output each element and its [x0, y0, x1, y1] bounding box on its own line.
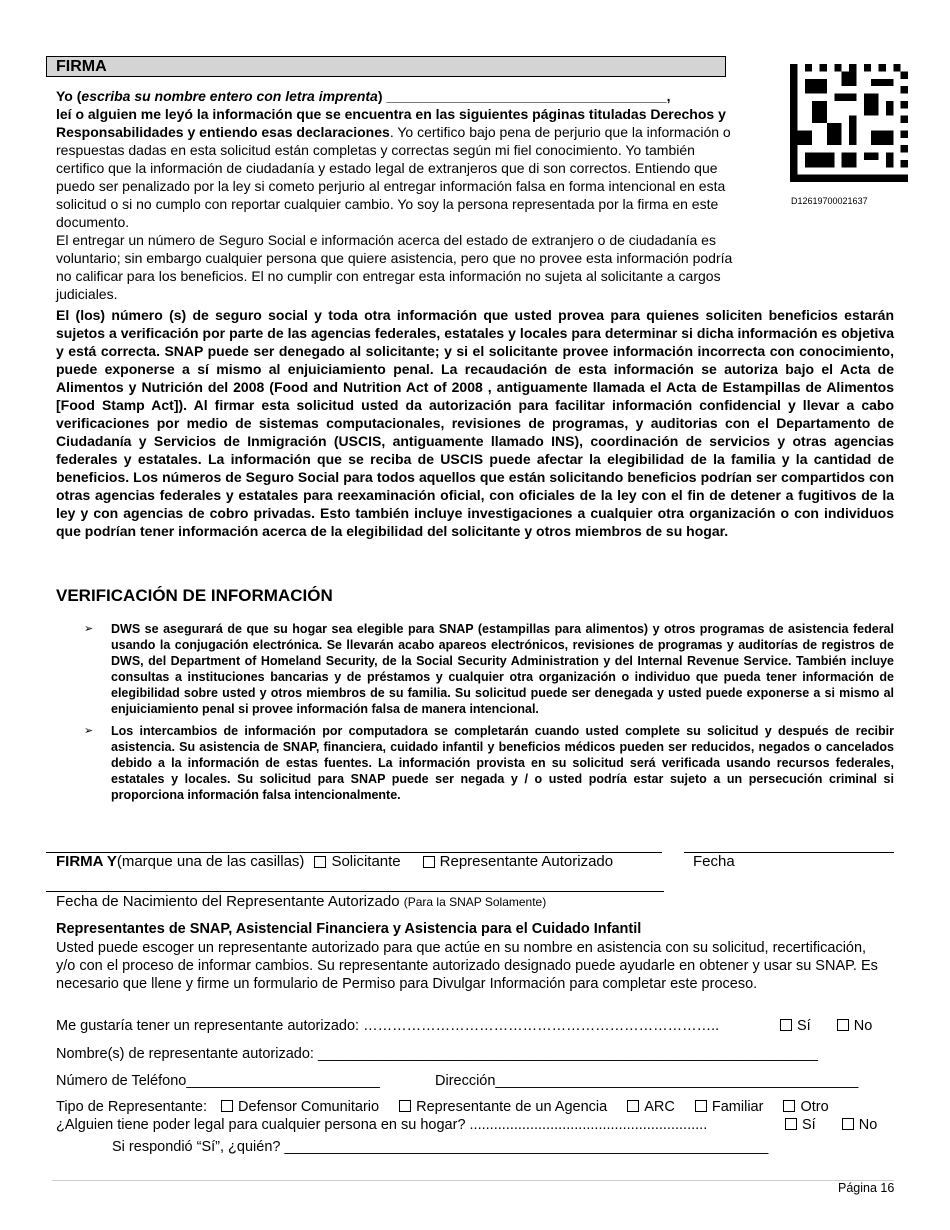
rep-names-field[interactable]: Nombre(s) de representante autorizado: ______________________________________________________________: [56, 1046, 818, 1062]
name-line: Yo (escriba su nombre entero con letra imprenta) ____________________________________,: [56, 88, 671, 104]
legal-power-options: Sí No: [785, 1117, 877, 1133]
want-rep-options: Sí No: [780, 1018, 872, 1034]
verification-notice: El (los) número (s) de seguro social y toda otra información que usted provea para quienes soliciten beneficios estarán sujetos a verificación por parte de las agencias federales, estatales y locales para determinar si dicha información es objetiva y está correcta. SNAP puede ser denegado al solicitante; y si el solicitante provee información incorrecta con conocimiento, puede exponerse a sí mismo al enjuiciamiento penal. La recaudación de esta información se autoriza bajo el Acta de Alimentos y Nutrición del 2008 (Food and Nutrition Act of 2008 , antiguamente llamada el Acta de Estampillas de Alimentos [Food Stamp Act]). Al firmar esta solicitud usted da autorización para facilitar información confidencial y llevar a cabo verificaciones por medio de sistemas computacionales, revisiones de programas, y auditorias con el Departamento de Ciudadanía y Servicios de Inmigración (USCIS, antiguamente llamado INS), coordinación de servicios y otras agencias federales y estatales. La información que se reciba de USCIS puede afectar la elegibilidad de la familia y la cantidad de beneficios. Los números de Seguro Social para todos aquellos que están solicitando beneficios podrían ser compartidos con otras agencias federales y estatales para reexaminación oficial, con oficiales de la ley con el fin de detener a fugitivos de la ley y con agencias de cobro privadas. Esto también incluye investigaciones a cualquier otra organización o con individuos que podrían tener información acerca de la elegibilidad del solicitante y otros miembros de su hogar.: [56, 307, 894, 539]
dob-line[interactable]: [46, 891, 664, 892]
section-header-firma: FIRMA: [46, 56, 726, 77]
legal-power-who-field[interactable]: Si respondió “Sí”, ¿quién? ____________________________________________________________: [112, 1139, 769, 1155]
verification-list: [84, 621, 894, 809]
legal-power-question: ¿Alguien tiene poder legal para cualquier persona en su hogar? ...........................................................: [56, 1117, 708, 1133]
phone-field[interactable]: Número de Teléfono________________________: [56, 1073, 380, 1089]
verification-title: VERIFICACIÓN DE INFORMACIÓN: [56, 586, 333, 605]
type-arc-checkbox[interactable]: [627, 1100, 639, 1112]
want-rep-no-checkbox[interactable]: [837, 1019, 849, 1031]
type-agency-checkbox[interactable]: [399, 1100, 411, 1112]
list-item: ➢ DWS se asegurará de que su hogar sea elegible para SNAP (estampillas para alimentos) y otros programas de asistencia federal usando la conjugación electrónica. Se llevarán acabo apareos electrónicos, revisiones de programas y auditorías de registros de DWS, del Department of Homeland Security, de la Social Security Administration y del Internal Revenue Service. También incluye consultas a instituciones bancarias y de préstamos y cualquier otra organización o individuo que pueda tener información de elegibilidad sobre usted y otros miembros de su familia. Su solicitud puede ser denegada y usted puede exponerse a si mismo al enjuiciamiento penal si provee información falsa de manera intencional.: [84, 622, 894, 716]
want-rep-yes-checkbox[interactable]: [780, 1019, 792, 1031]
page-number: Página 16: [838, 1181, 895, 1195]
arrow-bullet-icon: ➢: [84, 623, 94, 635]
want-rep-question: Me gustaría tener un representante autorizado: ………………………………………………………………..: [56, 1018, 720, 1034]
barcode-icon: [790, 64, 908, 182]
footer-divider: [52, 1180, 894, 1181]
arrow-bullet-icon: ➢: [84, 725, 94, 737]
ssn-statement: El entregar un número de Seguro Social e información acerca del estado de extranjero o de ciudadanía es voluntario; sin embargo cualquier persona que quiere asistencia, pero que no provee esta información podría no calificar para los beneficios. El no cumplir con entregar esta información no sujeta al solicitante a cargos judiciales.: [56, 232, 733, 302]
dob-label: Fecha de Nacimiento del Representante Autorizado (Para la SNAP Solamente): [56, 893, 547, 910]
representatives-title: Representantes de SNAP, Asistencial Financiera y Asistencia para el Cuidado Infantil: [56, 921, 642, 937]
list-item: ➢ Los intercambios de información por computadora se completarán cuando usted complete su solicitud y después de recibir asistencia. Su asistencia de SNAP, financiera, cuidado infantil y beneficios médicos pueden ser reducidos, negados o cancelados debido a la información de estas fuentes. La información provista en su solicitud será verificada usando recursos federales, estatales y locales. Su solicitud para SNAP puede ser negada y / o usted podría estar sujeto a un persecución criminal si proporciona información falsa intencionalmente.: [84, 724, 894, 802]
date-label: Fecha: [693, 853, 735, 870]
legal-power-yes-checkbox[interactable]: [785, 1118, 797, 1130]
authorized-rep-checkbox[interactable]: [423, 856, 435, 868]
rep-type-row: Tipo de Representante: Defensor Comunitario Representante de un Agencia ARC Familiar Otro: [56, 1099, 829, 1115]
type-other-checkbox[interactable]: [783, 1100, 795, 1112]
applicant-checkbox[interactable]: [314, 856, 326, 868]
address-field[interactable]: Dirección_____________________________________________: [435, 1073, 859, 1089]
legal-power-no-checkbox[interactable]: [842, 1118, 854, 1130]
rights-statement: leí o alguien me leyó la información que se encuentra en las siguientes páginas tituladas Derechos y Responsabilidades y entiendo esas declaraciones: [56, 106, 726, 140]
barcode-label: D12619700021637: [791, 196, 868, 206]
type-community-checkbox[interactable]: [221, 1100, 233, 1112]
representatives-text: Usted puede escoger un representante autorizado para que actúe en su nombre en asistencia con su solicitud, recertificación, y/o con el proceso de informar cambios. Su representante autorizado designado puede ayudarle en obtener y usar su SNAP. Es necesario que llene y firme un formulario de Permiso para Divulgar Información para completar este proceso.: [56, 940, 878, 992]
type-family-checkbox[interactable]: [695, 1100, 707, 1112]
signature-row: FIRMA Y (marque una de las casillas) Solicitante Representante Autorizado: [56, 853, 614, 870]
certification-text: Yo (escriba su nombre entero con letra imprenta) ____________________________________, leí o alguien me leyó la información que se encuentra en las siguientes páginas tituladas Derechos y Responsabilidades y entiendo esas declaraciones. Yo certifico bajo pena de perjurio que la información o respuestas dadas en esta solicitud están completas y correctas según mi fiel conocimiento. Yo también certifico que la información de ciudadanía y estado legal de extranjeros que di son correctos. Entiendo que puedo ser penalizado por la ley si cometo perjurio al entregar información falsa en forma intencional en esta solicitud o si no cumplo con reportar cualquier cambio. Yo soy la persona representada por la firma en este documento. El entregar un número de Seguro Social e información acerca del estado de extranjero o de ciudadanía es voluntario; sin embargo cualquier persona que quiere asistencia, pero que no provee esta información podría no calificar para los beneficios. El no cumplir con entregar esta información no sujeta al solicitante a cargos judiciales.: [56, 87, 746, 303]
